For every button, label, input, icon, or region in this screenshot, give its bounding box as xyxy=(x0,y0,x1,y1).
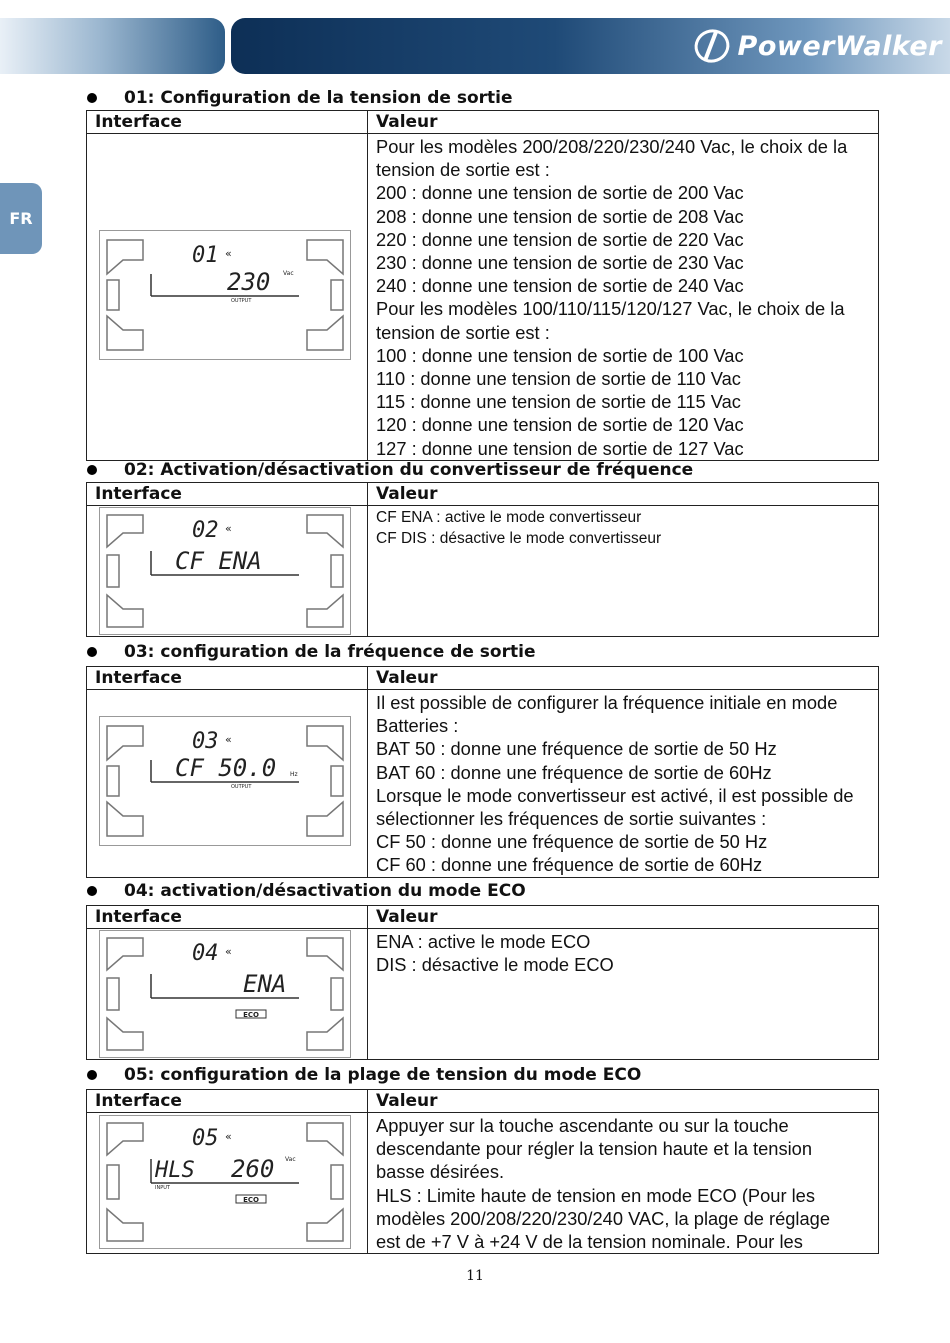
section-title-text: 01: Configuration de la tension de sortie xyxy=(124,88,513,108)
lcd-sublabel: OUTPUT xyxy=(231,784,252,790)
lcd-display-01 xyxy=(99,230,351,360)
value-line: 220 : donne une tension de sortie de 220 Vac xyxy=(376,228,744,250)
value-line: BAT 50 : donne une fréquence de sortie de 50 Hz xyxy=(376,738,777,760)
lcd-arrow-icon: « xyxy=(225,945,232,958)
table-header-row xyxy=(87,111,879,134)
lcd-unit: Vac xyxy=(283,270,294,277)
section-title-02 xyxy=(87,460,693,480)
value-line: Pour les modèles 200/208/220/230/240 Vac, le choix de la xyxy=(376,136,848,157)
lcd-sublabel: INPUT xyxy=(155,1185,170,1191)
value-line: 127 : donne une tension de sortie de 127 Vac xyxy=(376,437,744,459)
table-row xyxy=(87,929,879,1060)
lcd-arrow-icon: « xyxy=(225,1130,232,1143)
value-line: CF DIS : désactive le mode convertisseur xyxy=(376,530,662,547)
lcd-label: HLS xyxy=(155,1158,195,1183)
value-line: 208 : donne une tension de sortie de 208 Vac xyxy=(376,205,744,227)
settings-table-02 xyxy=(86,482,879,637)
value-line: Lorsque le mode convertisseur est activé, il est possible de xyxy=(376,784,854,806)
value-cell xyxy=(368,506,879,637)
bullet-icon xyxy=(87,1070,97,1080)
column-header-interface: Interface xyxy=(87,483,368,506)
lcd-value: 260 xyxy=(231,1155,275,1183)
lcd-unit: Hz xyxy=(290,771,298,778)
section-title-05 xyxy=(87,1065,641,1085)
language-tab: FR xyxy=(0,183,42,254)
value-line: est de +7 V à +24 V de la tension nominale. Pour les xyxy=(376,1231,803,1253)
settings-table-05 xyxy=(86,1089,879,1254)
lcd-cell xyxy=(87,929,368,1060)
table-header-row xyxy=(87,906,879,929)
column-header-value: Valeur xyxy=(368,111,879,134)
lcd-code: 04 xyxy=(192,941,219,966)
value-line: BAT 60 : donne une fréquence de sortie de 60Hz xyxy=(376,761,772,783)
value-line: 120 : donne une tension de sortie de 120 Vac xyxy=(376,414,744,436)
lcd-value: CF 50.0 xyxy=(175,754,277,782)
bullet-icon xyxy=(87,465,97,475)
value-cell xyxy=(368,929,879,1060)
lcd-code: 03 xyxy=(192,729,219,754)
value-line: 100 : donne une tension de sortie de 100 Vac xyxy=(376,344,744,366)
page-number: 11 xyxy=(466,1268,484,1284)
eco-badge-label: ECO xyxy=(243,1011,259,1019)
table-header-row xyxy=(87,667,879,690)
section-title-text: 05: configuration de la plage de tension du mode ECO xyxy=(124,1065,642,1085)
value-line: modèles 200/208/220/230/240 VAC, la plage de réglage xyxy=(376,1207,830,1229)
value-line: sélectionner les fréquences de sortie suivantes : xyxy=(376,808,767,830)
column-header-interface: Interface xyxy=(87,667,368,690)
eco-badge-label: ECO xyxy=(243,1196,259,1204)
value-line: CF 50 : donne une fréquence de sortie de 50 Hz xyxy=(376,831,768,853)
value-line: Batteries : xyxy=(376,715,459,737)
section-title-03 xyxy=(87,642,535,662)
value-line: 240 : donne une tension de sortie de 240 Vac xyxy=(376,275,744,297)
value-line: 115 : donne une tension de sortie de 115 Vac xyxy=(376,391,741,413)
lcd-arrow-icon: « xyxy=(225,247,232,260)
value-line: tension de sortie est : xyxy=(376,321,550,343)
value-line: ENA : active le mode ECO xyxy=(376,931,591,952)
value-line: descendante pour régler la tension haute et la tension xyxy=(376,1138,813,1160)
table-row xyxy=(87,1113,879,1254)
table-row xyxy=(87,506,879,637)
value-line: 230 : donne une tension de sortie de 230 Vac xyxy=(376,252,744,274)
column-header-value: Valeur xyxy=(368,1090,879,1113)
brand-logo xyxy=(692,26,942,66)
lcd-arrow-icon: « xyxy=(225,522,232,535)
column-header-interface: Interface xyxy=(87,906,368,929)
lcd-value: 230 xyxy=(227,268,271,296)
lcd-code: 02 xyxy=(192,518,219,543)
bullet-icon xyxy=(87,647,97,657)
value-line: HLS : Limite haute de tension en mode ECO (Pour les xyxy=(376,1184,815,1206)
table-row xyxy=(87,134,879,461)
lcd-cell xyxy=(87,1113,368,1254)
bullet-icon xyxy=(87,886,97,896)
brand-name: PowerWalker xyxy=(737,30,942,62)
lcd-value: ENA xyxy=(243,970,287,998)
column-header-value: Valeur xyxy=(368,483,879,506)
section-title-text: 04: activation/désactivation du mode ECO xyxy=(124,881,526,901)
page-header-banner xyxy=(0,0,950,78)
value-line: DIS : désactive le mode ECO xyxy=(376,954,614,976)
value-cell xyxy=(368,1113,879,1254)
value-line: 200 : donne une tension de sortie de 200 Vac xyxy=(376,182,744,204)
section-title-01 xyxy=(87,88,513,108)
value-cell xyxy=(368,690,879,878)
table-header-row xyxy=(87,1090,879,1113)
lcd-code: 01 xyxy=(192,243,219,268)
lcd-value: CF ENA xyxy=(175,547,262,575)
value-line: Il est possible de configurer la fréquence initiale en mode xyxy=(376,692,838,713)
lcd-cell xyxy=(87,690,368,878)
value-line: Pour les modèles 100/110/115/120/127 Vac, le choix de la xyxy=(376,298,845,320)
column-header-value: Valeur xyxy=(368,667,879,690)
lcd-arrow-icon: « xyxy=(225,733,232,746)
section-title-text: 03: configuration de la fréquence de sortie xyxy=(124,642,536,662)
lcd-display-05 xyxy=(99,1115,351,1249)
lcd-display-03 xyxy=(99,716,351,846)
settings-table-03 xyxy=(86,666,879,878)
value-line: CF ENA : active le mode convertisseur xyxy=(376,509,642,526)
value-cell xyxy=(368,134,879,461)
value-line: 110 : donne une tension de sortie de 110 Vac xyxy=(376,368,741,390)
bullet-icon xyxy=(87,93,97,103)
table-row xyxy=(87,690,879,878)
column-header-value: Valeur xyxy=(368,906,879,929)
header-left-bar xyxy=(0,18,225,74)
settings-table-01 xyxy=(86,110,879,461)
section-title-text: 02: Activation/désactivation du convertisseur de fréquence xyxy=(124,460,694,480)
value-line: tension de sortie est : xyxy=(376,159,550,181)
lcd-display-04 xyxy=(99,930,351,1058)
table-header-row xyxy=(87,483,879,506)
lcd-cell xyxy=(87,506,368,637)
value-line: CF 60 : donne une fréquence de sortie de 60Hz xyxy=(376,854,763,876)
lcd-sublabel: OUTPUT xyxy=(231,298,252,304)
settings-table-04 xyxy=(86,905,879,1060)
column-header-interface: Interface xyxy=(87,111,368,134)
column-header-interface: Interface xyxy=(87,1090,368,1113)
value-line: Appuyer sur la touche ascendante ou sur la touche xyxy=(376,1115,789,1136)
section-title-04 xyxy=(87,881,526,901)
power-swoosh-icon xyxy=(692,26,732,66)
value-line: basse désirées. xyxy=(376,1161,505,1183)
lcd-cell xyxy=(87,134,368,461)
lcd-unit: Vac xyxy=(285,1156,296,1163)
lcd-display-02 xyxy=(99,507,351,635)
lcd-code: 05 xyxy=(192,1126,219,1151)
